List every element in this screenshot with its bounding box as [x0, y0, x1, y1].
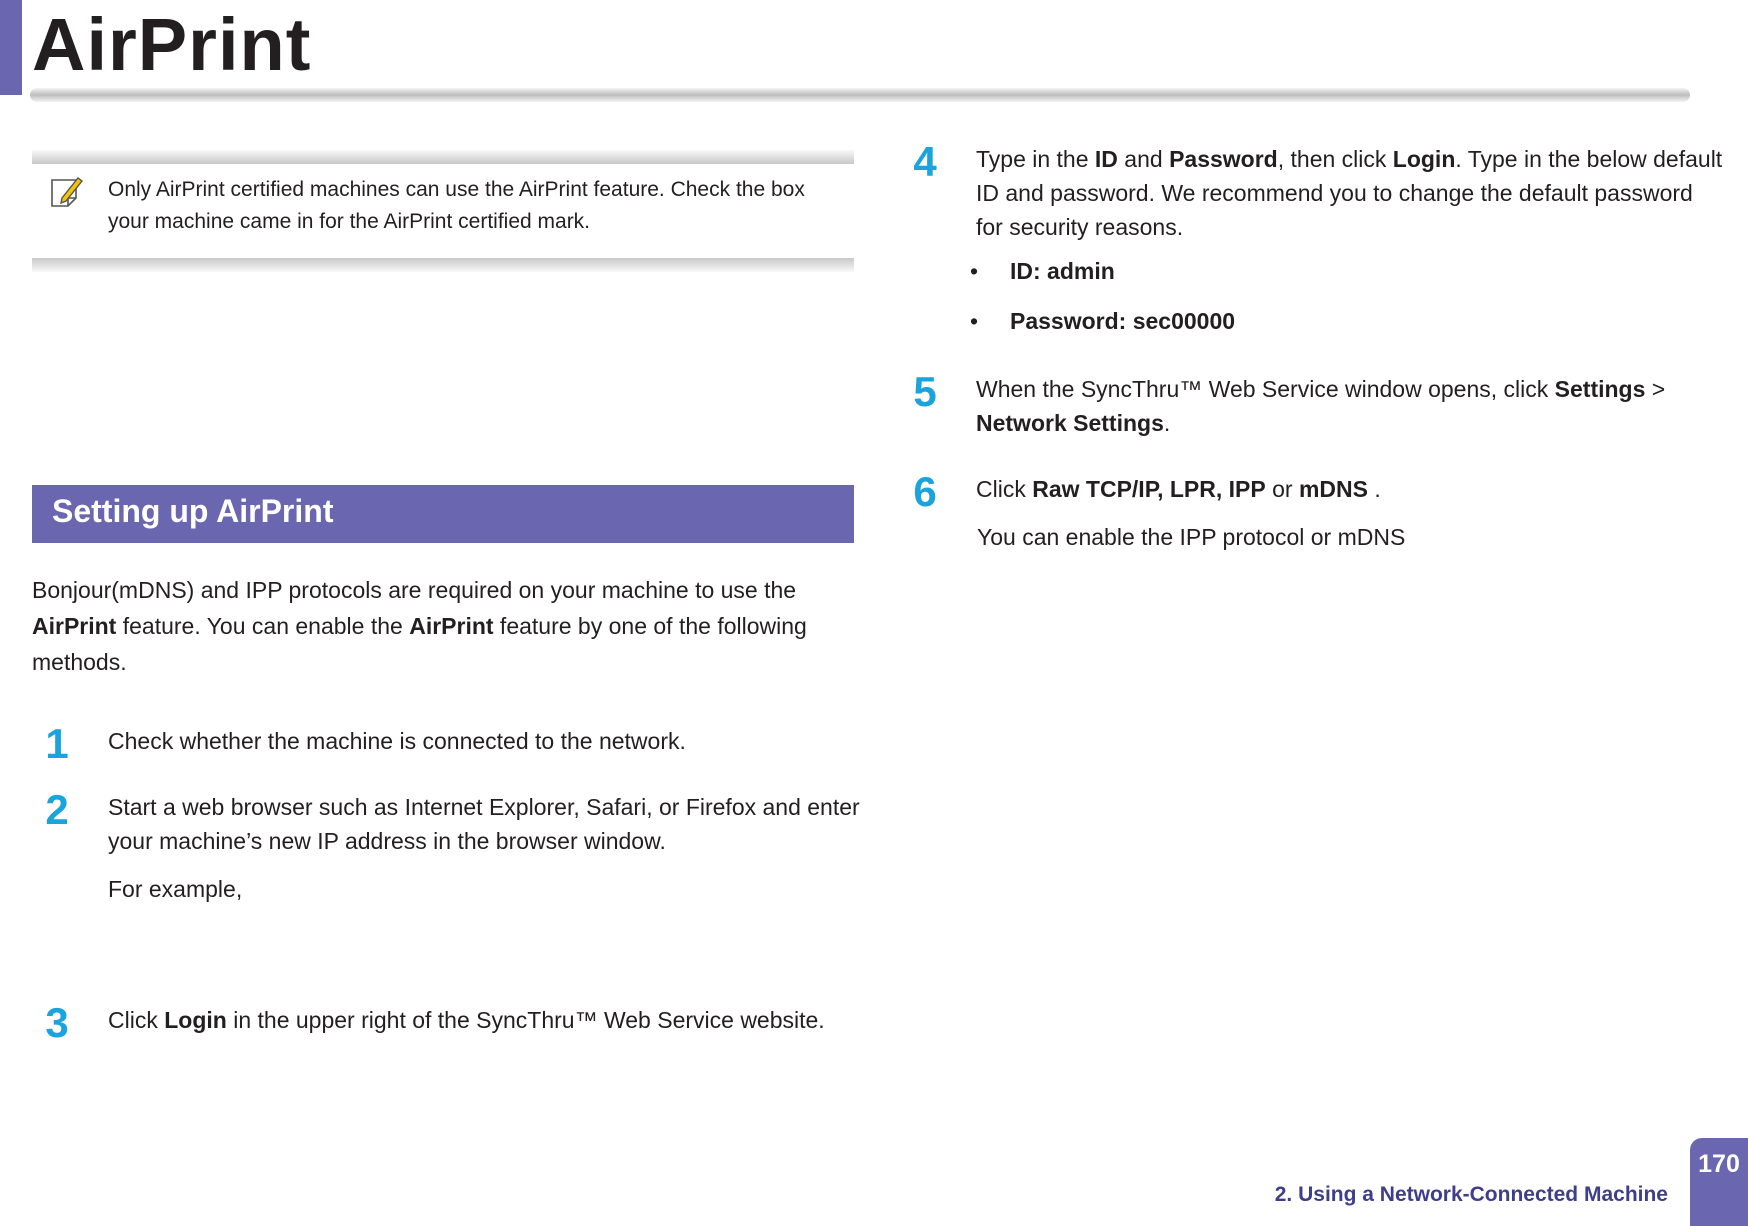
note-pencil-icon — [48, 174, 86, 212]
step-5-gt: > — [1645, 376, 1666, 402]
intro-text-2: feature. You can enable the — [116, 613, 410, 639]
section-header — [32, 485, 854, 543]
step-4-line-3: for security reasons. — [976, 214, 1184, 240]
note-line-2: your machine came in for the AirPrint certified mark. — [108, 210, 591, 233]
step-4-text-b: and — [1117, 146, 1170, 172]
step-2-line-1: Start a web browser such as Internet Explorer, Safari, or Firefox and enter — [108, 794, 860, 820]
step-2-text — [108, 790, 868, 858]
step-2-example: For example, — [108, 876, 243, 902]
step-4-password: Password — [1169, 146, 1278, 172]
bullet-dot: • — [970, 308, 979, 334]
intro-text-3: feature by one of the following — [493, 613, 807, 639]
step-6-text — [976, 472, 1746, 506]
intro-paragraph — [32, 572, 852, 680]
step-6-mdns: mDNS — [1298, 476, 1368, 502]
step-2-line-2: your machine’s new IP address in the browser window. — [108, 828, 666, 854]
step-4-text-a: Type in the — [976, 146, 1095, 172]
bullet-dot: • — [970, 258, 979, 284]
step-number-4: 4 — [913, 138, 937, 185]
step-6-pre: Click — [976, 476, 1033, 502]
note-box — [32, 150, 854, 272]
step-number-1: 1 — [45, 720, 69, 767]
step-5-text — [976, 372, 1746, 440]
note-top-rule — [32, 150, 854, 164]
step-4-text — [976, 142, 1746, 244]
step-3-text — [108, 1003, 868, 1037]
step-number-5: 5 — [913, 368, 937, 415]
step-6-raw: Raw TCP/IP, LPR, IPP — [1032, 476, 1266, 502]
bullet-password — [970, 308, 1235, 335]
bullet-id-text: ID: admin — [1010, 258, 1115, 284]
step-6-note: You can enable the IPP protocol or mDNS — [977, 524, 1406, 550]
step-5-pre: When the SyncThru™ Web Service window opens, click — [976, 376, 1555, 402]
section-title: Setting up AirPrint — [52, 493, 334, 529]
step-4-line-2: ID and password. We recommend you to change the default password — [976, 180, 1693, 206]
step-3-post: in the upper right of the SyncThru™ Web Service website. — [226, 1007, 825, 1033]
intro-line-2 — [32, 608, 852, 644]
step-number-6: 6 — [913, 468, 937, 515]
title-divider — [30, 88, 1690, 102]
step-number-2: 2 — [45, 786, 69, 833]
bullet-password-text: Password: sec00000 — [1010, 308, 1236, 334]
page-number: 170 — [1698, 1150, 1740, 1178]
page-title: AirPrint — [32, 3, 312, 86]
page-number-badge — [1690, 1138, 1748, 1226]
step-5-line-2 — [976, 406, 1746, 440]
step-4-id: ID — [1094, 146, 1118, 172]
intro-airprint-2: AirPrint — [409, 613, 494, 639]
intro-line-3: methods. — [32, 649, 127, 675]
note-bottom-rule — [32, 258, 854, 272]
step-5-line-1 — [976, 372, 1746, 406]
step-4-text-c: , then click — [1277, 146, 1393, 172]
note-text — [108, 174, 854, 238]
step-5-network-settings: Network Settings — [976, 410, 1164, 436]
footer-chapter: 2. Using a Network-Connected Machine — [1274, 1183, 1668, 1206]
step-6-dot: . — [1367, 476, 1381, 502]
title-accent-bar — [0, 0, 22, 95]
step-3-login: Login — [164, 1007, 227, 1033]
bullet-id — [970, 258, 1115, 285]
step-5-settings: Settings — [1554, 376, 1646, 402]
step-1-text: Check whether the machine is connected to the network. — [108, 728, 686, 754]
intro-line-1: Bonjour(mDNS) and IPP protocols are required on your machine to use the — [32, 577, 797, 603]
step-3-pre: Click — [108, 1007, 165, 1033]
step-4-line-1 — [976, 142, 1746, 176]
note-line-1: Only AirPrint certified machines can use the AirPrint feature. Check the box — [108, 178, 805, 201]
intro-airprint-1: AirPrint — [32, 613, 117, 639]
step-4-login: Login — [1392, 146, 1456, 172]
step-5-dot: . — [1163, 410, 1171, 436]
step-number-3: 3 — [45, 999, 69, 1046]
step-4-text-d: . Type in the below default — [1455, 146, 1723, 172]
step-6-or: or — [1265, 476, 1299, 502]
